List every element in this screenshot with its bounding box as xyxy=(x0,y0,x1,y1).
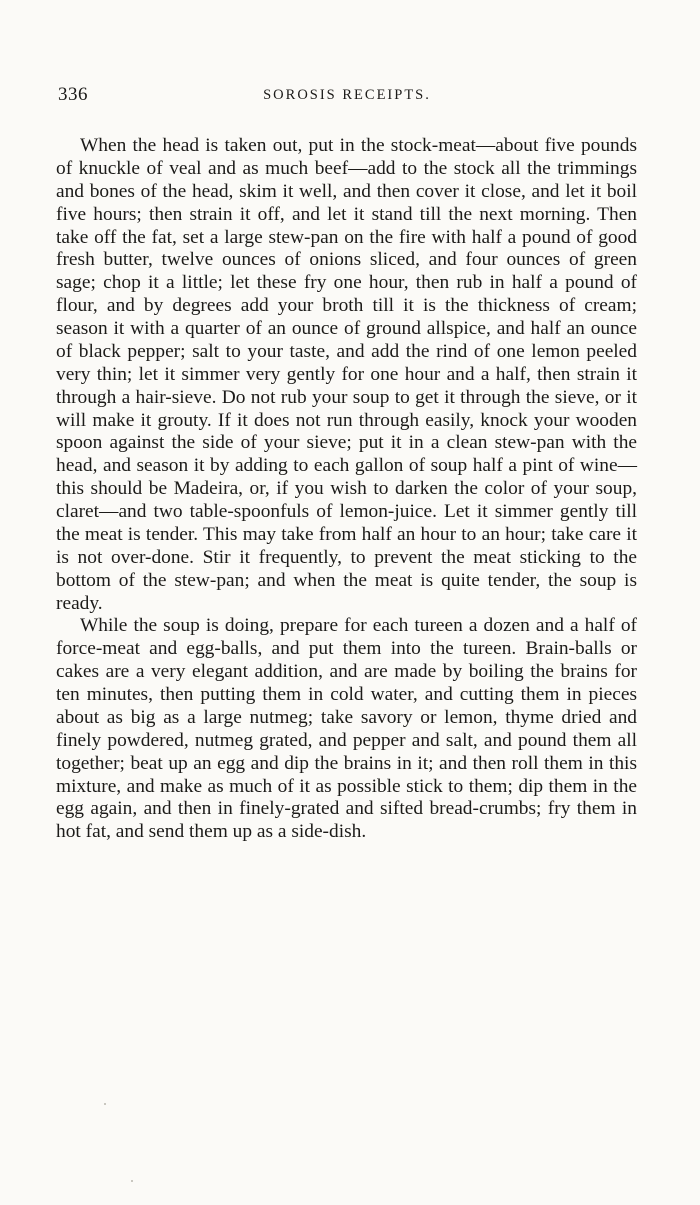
page-number: 336 xyxy=(58,84,88,105)
page-header xyxy=(58,84,636,108)
paper-speck xyxy=(104,1103,106,1105)
paper-speck xyxy=(131,1180,133,1182)
body-text xyxy=(56,135,637,844)
paragraph: While the soup is doing, prepare for each tureen a dozen and a half of force-meat and egg-balls, and put them into the tureen. Brain-balls or cakes are a very elegant addition, and are made by boiling the brains for ten minutes, then putting them in cold water, and cutting them in pieces about as big as a large nutmeg; take savory or lemon, thyme dried and finely powdered, nutmeg grated, and pepper and salt, and pound them all together; beat up an egg and dip the brains in it; and then roll them in this mixture, and make as much of it as possible stick to them; dip them in the egg again, and then in finely-grated and sifted bread-crumbs; fry them in hot fat, and send them up as a side-dish. xyxy=(56,615,637,843)
running-title: SOROSIS RECEIPTS. xyxy=(263,87,431,103)
paragraph: When the head is taken out, put in the stock-meat—about five pounds of knuckle of veal and as much beef—add to the stock all the trimmings and bones of the head, skim it well, and then cover it close, and let it boil five hours; then strain it off, and let it stand till the next morning. Then take off the fat, set a large stew-pan on the fire with half a pound of good fresh butter, twelve ounces of onions sliced, and four ounces of green sage; chop it a little; let these fry one hour, then rub in half a pound of flour, and by degrees add your broth till it is the thickness of cream; season it with a quarter of an ounce of ground allspice, and half an ounce of black pepper; salt to your taste, and add the rind of one lemon peeled very thin; let it simmer very gently for one hour and a half, then strain it through a hair-sieve. Do not rub your soup to get it through the sieve, or it will make it grouty. If it does not run through easily, knock your wooden spoon against the side of your sieve; put it in a clean stew-pan with the head, and season it by adding to each gallon of soup half a pint of wine—this should be Madeira, or, if you wish to darken the color of your soup, claret—and two table-spoonfuls of lemon-juice. Let it simmer gently till the meat is tender. This may take from half an hour to an hour; take care it is not over-done. Stir it frequently, to prevent the meat sticking to the bottom of the stew-pan; and when the meat is quite tender, the soup is ready. xyxy=(56,135,637,614)
